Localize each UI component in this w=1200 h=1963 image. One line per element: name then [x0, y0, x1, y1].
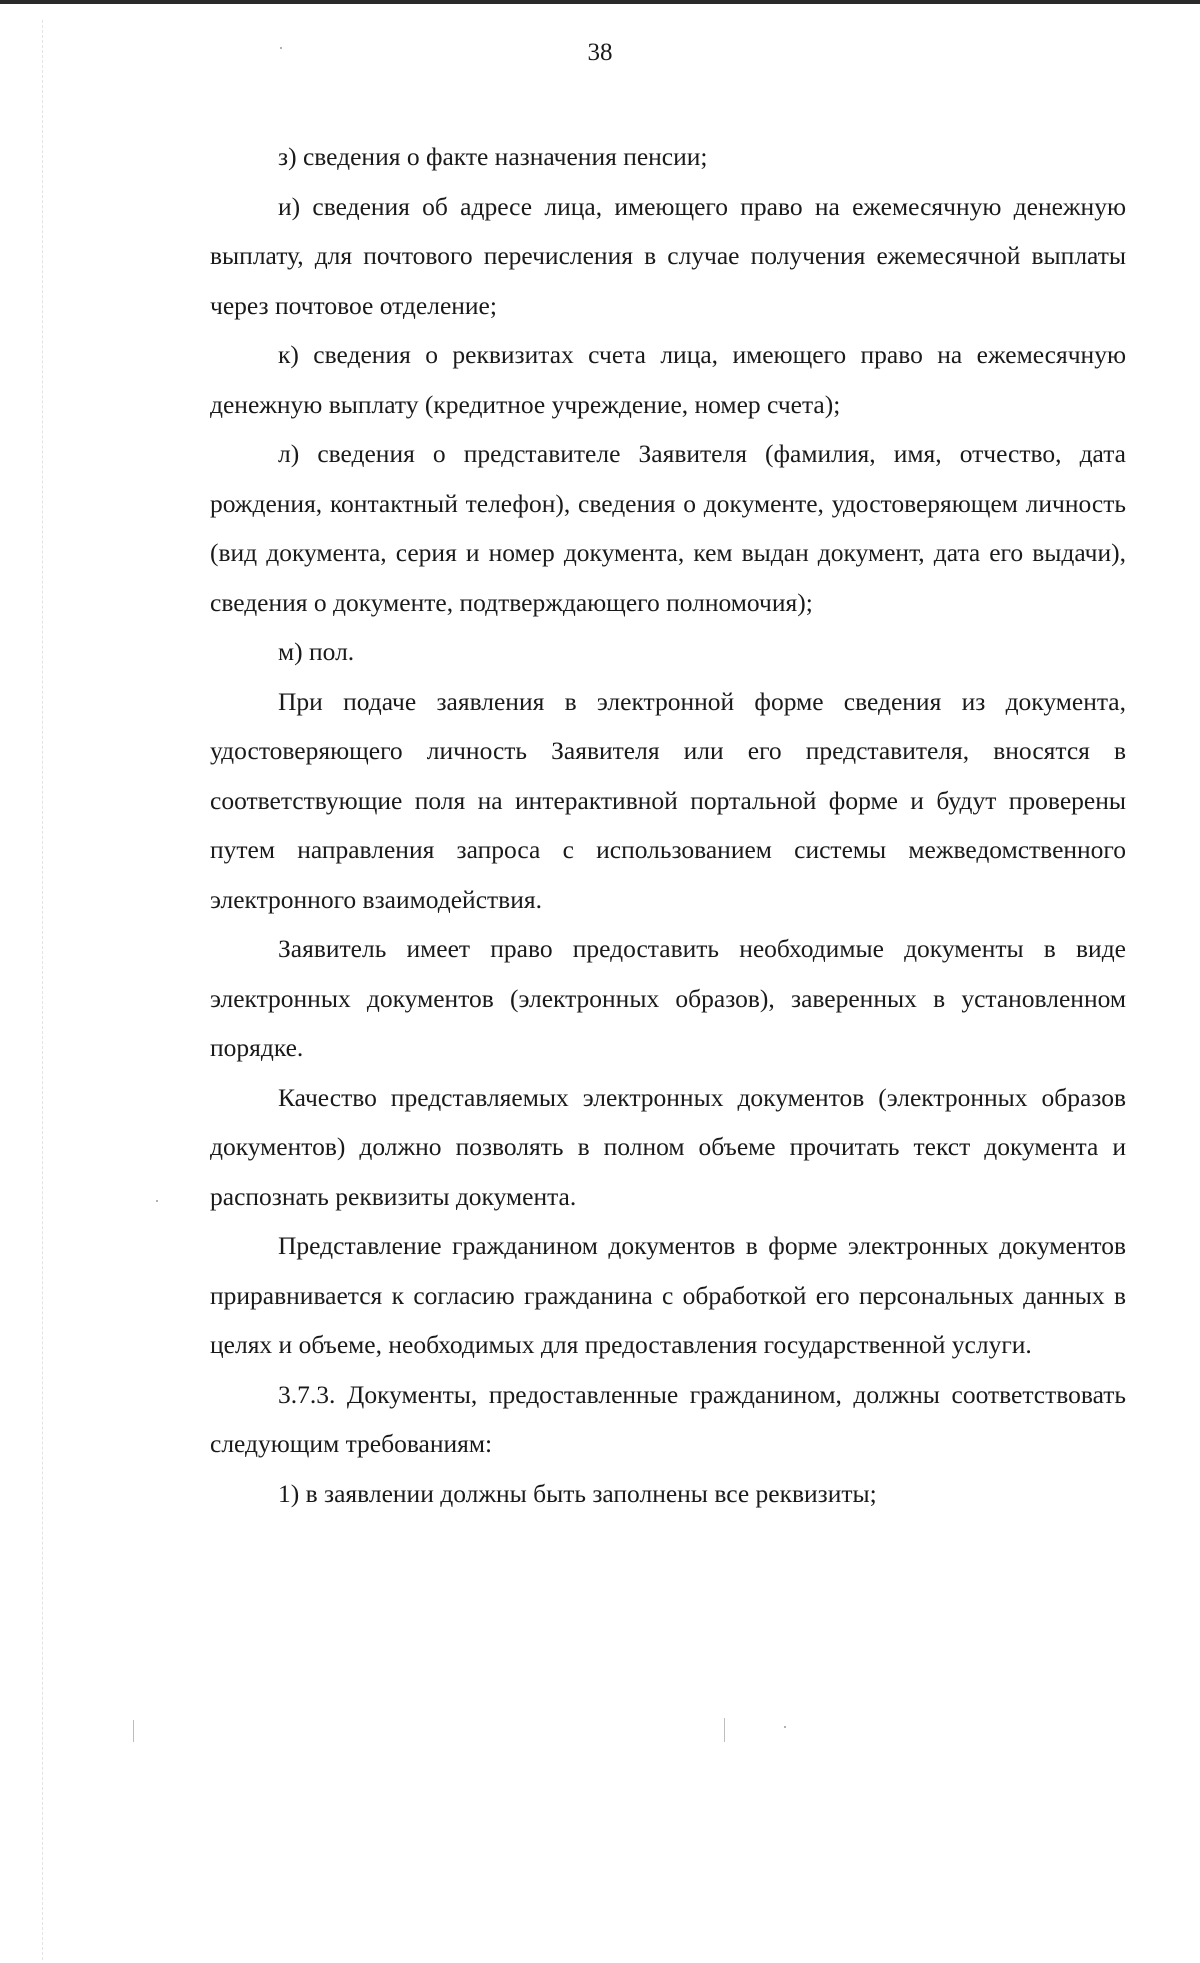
scan-artifact-dot	[156, 1200, 158, 1202]
scan-artifact-mark	[724, 1718, 725, 1742]
scan-margin-artifact	[42, 20, 43, 1960]
paragraph-item-l: л) сведения о представителе Заявителя (фамилия, имя, отчество, дата рождения, контактный телефон), сведения о документе, удостоверяющем личность (вид документа, серия и номер документа, кем выдан документ, дата его выдачи), сведения о документе, подтверждающего полномочия);	[210, 439, 1126, 617]
paragraph-item-z: з) сведения о факте назначения пенсии;	[278, 142, 708, 171]
paragraph-applicant-right: Заявитель имеет право предоставить необходимые документы в виде электронных документов (электронных образов), заверенных в установленном порядке.	[210, 934, 1126, 1062]
paragraph-item-i: и) сведения об адресе лица, имеющего право на ежемесячную денежную выплату, для почтового перечисления в случае получения ежемесячной выплаты через почтовое отделение;	[210, 191, 1126, 320]
paragraph-document-quality: Качество представляемых электронных документов (электронных образов документов) должно позволять в полном объеме прочитать текст документа и распознать реквизиты документа.	[210, 1082, 1126, 1211]
page-number: 38	[587, 39, 613, 66]
paragraph-section-3-7-3: 3.7.3. Документы, предоставленные гражданином, должны соответствовать следующим требованиям:	[210, 1379, 1126, 1458]
paragraph-item-m: м) пол.	[278, 637, 355, 666]
scan-artifact-mark	[133, 1720, 134, 1742]
paragraph-electronic-submission: При подаче заявления в электронной форме сведения из документа, удостоверяющего личность Заявителя или его представителя, вносятся в соответствующие поля на интерактивной портальной форме и будут проверены путем направления запроса с использованием системы межведомственного электронного взаимодействия.	[210, 686, 1126, 914]
scan-artifact-dot	[784, 1726, 786, 1728]
paragraph-consent: Представление гражданином документов в форме электронных документов приравнивается к согласию гражданина с обработкой его персональных данных в целях и объеме, необходимых для предоставления государственной услуги.	[210, 1231, 1126, 1359]
paragraph-item-k: к) сведения о реквизитах счета лица, имеющего право на ежемесячную денежную выплату (кредитное учреждение, номер счета);	[210, 340, 1126, 419]
document-body	[210, 132, 1126, 1518]
top-border-rule	[0, 0, 1200, 4]
scan-artifact-dot	[280, 47, 282, 49]
paragraph-requirement-1: 1) в заявлении должны быть заполнены все реквизиты;	[278, 1478, 877, 1508]
